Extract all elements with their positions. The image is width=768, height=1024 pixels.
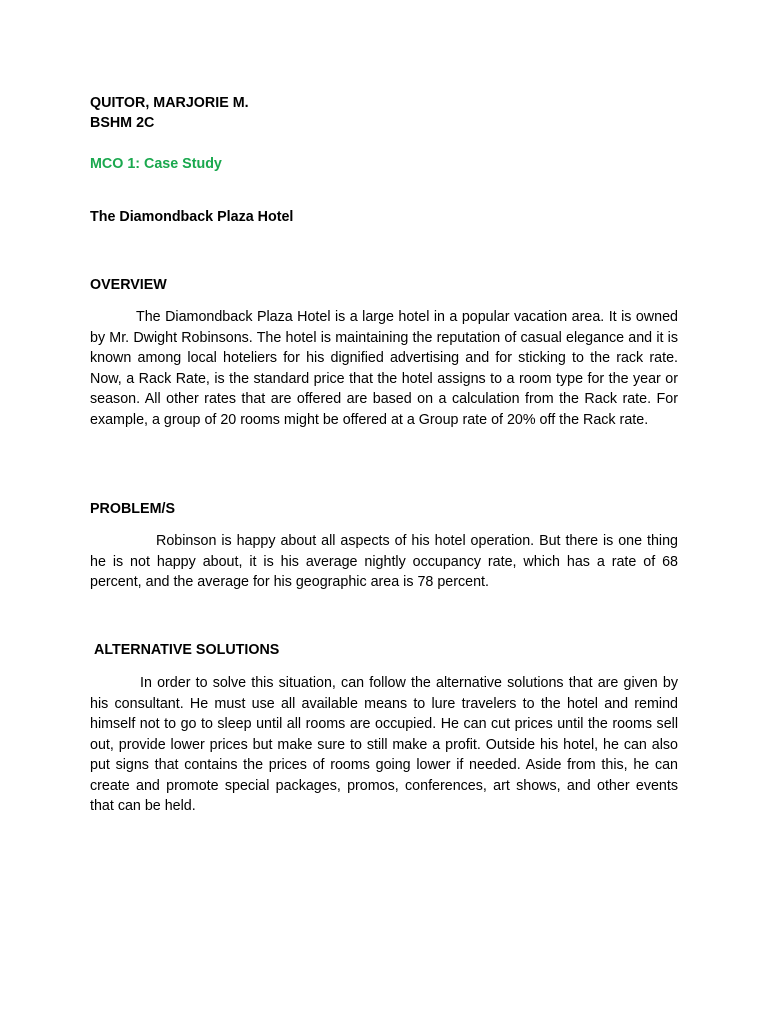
student-name: QUITOR, MARJORIE M. — [90, 95, 249, 111]
class-section: BSHM 2C — [90, 115, 155, 131]
section-heading-alternative-solutions: ALTERNATIVE SOLUTIONS — [94, 642, 280, 658]
assignment-title: MCO 1: Case Study — [90, 156, 222, 172]
problem-paragraph: Robinson is happy about all aspects of his hotel operation. But there is one thing he is not happy about, it is his average nightly occupancy rate, which has a rate of 68 percent, and the average for his geographic area is 78 percent. — [90, 533, 678, 590]
section-heading-problems: PROBLEM/S — [90, 501, 175, 517]
document-title: The Diamondback Plaza Hotel — [90, 209, 294, 225]
alternative-solutions-paragraph: In order to solve this situation, can follow the alternative solutions that are given by his consultant. He must use all available means to lure travelers to the hotel and remind himself not to go to sleep until all rooms are occupied. He can cut prices until the rooms sell out, provide lower prices but make sure to still make a profit. Outside his hotel, he can also put signs that contains the prices of rooms going lower if needed. Aside from this, he can create and promote special packages, promos, conferences, art shows, and other events that can be held. — [90, 675, 678, 814]
section-heading-overview: OVERVIEW — [90, 277, 167, 293]
overview-paragraph: The Diamondback Plaza Hotel is a large hotel in a popular vacation area. It is owned by Mr. Dwight Robinsons. The hotel is maintaining the reputation of casual elegance and it is known among local hoteliers for his dignified advertising and for sticking to the rack rate. Now, a Rack Rate, is the standard price that the hotel assigns to a room type for the year or season. All other rates that are offered are based on a calculation from the Rack rate. For example, a group of 20 rooms might be offered at a Group rate of 20% off the Rack rate. — [90, 309, 678, 428]
